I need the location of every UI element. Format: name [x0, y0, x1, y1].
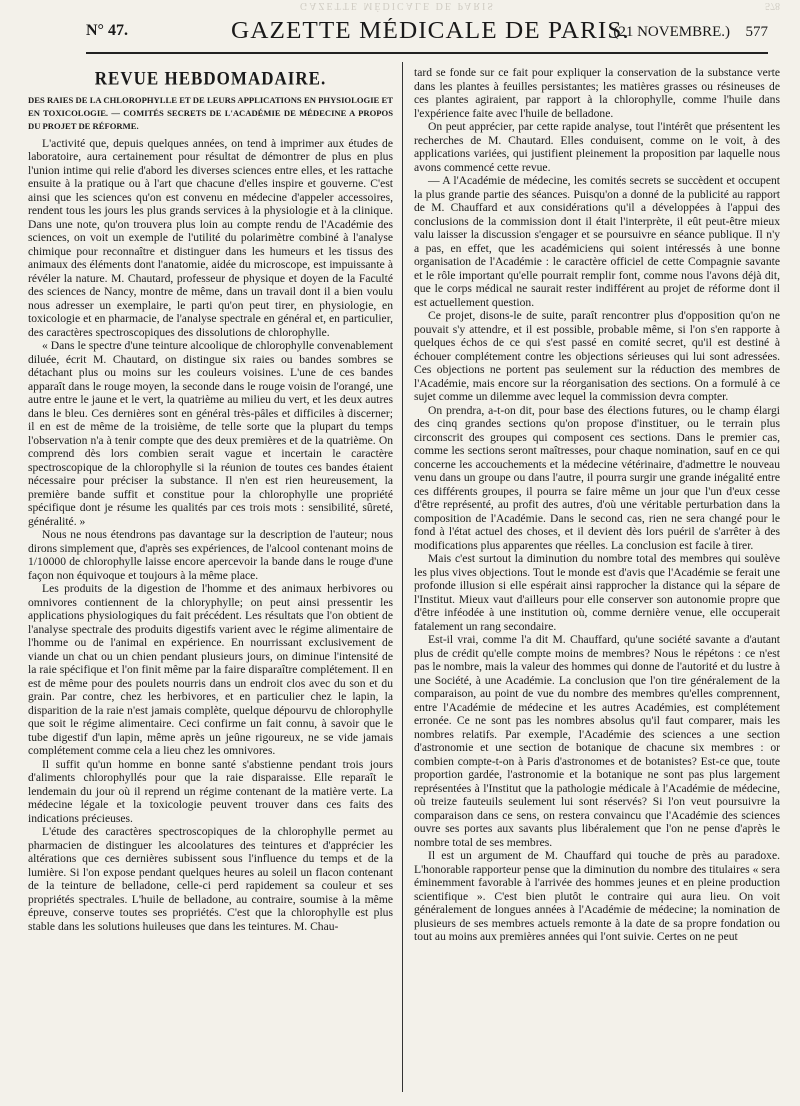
section-subtitle: DES RAIES DE LA CHLOROPHYLLE ET DE LEURS APPLICATIONS EN PHYSIOLOGIE ET EN TOXICOLOGIE. — COMITÉS SECRETS DE L'ACADÉMIE DE MÉDECINE A PROPOS DU PROJET DE RÉFORME. — [28, 94, 393, 131]
paragraph: On peut apprécier, par cette rapide analyse, tout l'intérêt que présentent les recherches de M. Chautard. Elles conduisent, comme on le voit, à des applications variées, qui justifient pleinement la proposition par laquelle nous avons commencé cette revue. — [414, 120, 780, 174]
paragraph: tard se fonde sur ce fait pour expliquer la conservation de la substance verte dans les plantes à feuilles persistantes; les matières grasses ou résineuses de ces plantes agiraient, par rapport à la chlorophylle, comme l'huile dans l'expérience faite avec l'huile de belladone. — [414, 66, 780, 120]
paragraph: L'étude des caractères spectroscopiques de la chlorophylle permet au pharmacien de distinguer les alcoolatures des teintures et d'apprécier les altérations que ces dernières subissent sous l'influence du temps et de la lumière. Si l'on expose pendant quelques heures au soleil un flacon contenant de la teinture de belladone, celle-ci perd rapidement sa couleur et ses propriétés spectrales. L'huile de belladone, au contraire, soumise à la même épreuve, conserve toutes ses propriétés. C'est que la chlorophylle est plus stable dans les solutions huileuses que dans les teintures. M. Chau- — [28, 825, 393, 933]
right-column — [414, 66, 780, 944]
paragraph: Il suffit qu'un homme en bonne santé s'abstienne pendant trois jours d'aliments chlorophyllés pour que la raie disparaisse. Elle reparaît le lendemain du jour où il reprend un régime contenant de la matière verte. La médecine légale et la toxicologie peuvent trouver dans ces faits des indications précieuses. — [28, 757, 393, 825]
issue-number: N° 47. — [86, 22, 128, 39]
paragraph: Nous ne nous étendrons pas davantage sur la description de l'auteur; nous dirons simplement que, d'après ses expériences, de l'alcool contenant moins de 1/10000 de chlorophylle laisse encore apercevoir la bande dans le rouge d'une façon non équivoque et toujours à la même place. — [28, 528, 393, 582]
paragraph: Est-il vrai, comme l'a dit M. Chauffard, qu'une société savante a d'autant plus de crédit qu'elle compte moins de membres? Nous le répétons : ce n'est pas le nombre, mais la valeur des hommes qui donne de l'autorité et du lustre à une Société, à une Académie. La conclusion que l'on tire généralement de la comparaison, au point de vue du nombre des membres qu'elles comprennent, entre l'Académie de médecine et les autres Académies, est complétement erronée. Ce ne sont pas les nombres absolus qu'il faut comparer, mais les nombres relatifs. Par exemple, l'Académie des sciences a une section d'astronomie et une section de botanique de chacune six membres : or combien compte-t-on à Paris d'astronomes et de botanistes? Est-ce que, toute proportion gardée, l'astronomie et la botanique ne sont pas plus largement représentées à l'Institut que la pathologie médicale à l'Académie de médecine, où treize fauteuils seulement lui sont réservés? Si l'on veut poursuivre la comparaison dans ce sens, on restera convaincu que l'Académie des sciences ouvre ses portes aux savants plus libéralement que l'on ne pense d'après le nombre total de ses membres. — [414, 633, 780, 849]
paragraph: L'activité que, depuis quelques années, on tend à imprimer aux études de laboratoire, aura certainement pour résultat de démontrer de plus en plus l'union intime qui relie d'abord les diverses sciences entre elles, et les rattache ensuite à la pratique ou à l'art que chacune d'elles inspire et gouverne. C'est ainsi que les sciences qu'on est convenu en médecine d'appeler accessoires, rendent tous les jours les plus grands services à la physiologie et à la clinique. Dans une note, qu'on trouvera plus loin au compte rendu de l'Académie des sciences, on voit un exemple de l'utilité du polarimètre combiné à l'analyse chimique pour reconnaître et distinguer dans les humeurs et les tissus des animaux des éléments dont l'anatomie, aidée du microscope, est impuissante à révéler la nature. M. Chautard, professeur de physique et doyen de la Faculté des sciences de Nancy, montre de même, dans un travail dont il a bien voulu nous adresser un exemplaire, le parti qu'on peut tirer, en physiologie, en toxicologie et en pharmacie, de l'analyse spectrale en général et, en particulier, des caractères spectroscopiques des dissolutions de chlorophylle. — [28, 136, 393, 339]
paragraph: Mais c'est surtout la diminution du nombre total des membres qui soulève les plus vives objections. Tout le monde est d'avis que l'Académie se ferait une profonde illusion si elle espérait ainsi rapprocher la distance qui la sépare de l'Institut. Mieux vaut d'ailleurs pour elle conserver son autonomie propre que d'être inféodée à une institution où, comme dernière venue, elle occuperait fatalement un rang secondaire. — [414, 552, 780, 633]
page-header — [86, 18, 768, 54]
paragraph: Les produits de la digestion de l'homme et des animaux herbivores ou omnivores contiennent de la chloryphylle; on peut ainsi pressentir les applications physiologiques du fait précédent. Les résultats que l'on obtient de l'analyse spectrale des produits digestifs varient avec le régime alimentaire de l'homme ou de l'animal en expérience. En nourrissant exclusivement de viande un chat ou un chien pendant plusieurs jours, on diminue l'intensité de la raie spécifique et l'on finit même par la faire disparaître complétement. Il en est de même pour des poulets nourris dans un endroit clos avec du son et du grain. Par contre, chez les herbivores, et en particulier chez le lapin, la disparition de la raie n'est jamais complète, quelque dépourvu de chlorophylle que soit le régime alimentaire. Ceci confirme un fait connu, à savoir que le tube digestif d'un lapin, même après un jeûne rigoureux, ne se vide jamais complétement comme cela a lieu chez les omnivores. — [28, 582, 393, 757]
issue-date: (21 NOVEMBRE.) — [613, 24, 730, 40]
journal-title: GAZETTE MÉDICALE DE PARIS. — [231, 18, 630, 44]
paragraph: Ce projet, disons-le de suite, paraît rencontrer plus d'opposition qu'on ne pouvait s'y attendre, et il est possible, probable même, si l'on s'en rapporte à quelques échos de ce qui s'est passé en comité secret, qu'il est destiné à échouer complétement contre les objections sérieuses qui lui sont adressées. Ces objections ne portent pas seulement sur la réduction des membres de l'Académie, mais encore sur la réorganisation des sections. On a formulé à ce sujet comme un dilemme avec lequel la commission devra compter. — [414, 309, 780, 403]
paragraph: « Dans le spectre d'une teinture alcoolique de chlorophylle convenablement diluée, écrit M. Chautard, on distingue six raies ou bandes sombres se détachant plus ou moins sur les couleurs voisines. L'une de ces bandes apparaît dans le rouge moyen, la seconde dans le rouge voisin de l'orangé, une autre entre le jaune et le vert, la quatrième au milieu du vert, et les deux autres dans le bleu. Ces dernières sont en général très-pâles et difficiles à discerner; il en est de même de la troisième, de telle sorte que la plupart du temps l'observation n'a à tenir compte que des deux premières et de la quatrième. On comprend dès lors combien serait vague et incertain le caractère spectroscopique de la chlorophylle si la réunion de toutes ces bandes étaient nécessaire pour préciser la substance. Il n'en est rien heureusement, la première bande suffit et constitue pour la chlorophylle une propriété spécifique dont je résume les qualités par ces trois mots : sensibilité, sûreté, généralité. » — [28, 339, 393, 528]
section-heading: REVUE HEBDOMADAIRE. — [94, 68, 327, 89]
bleed-through-title: GAZETTE MÉDICALE DE PARIS — [300, 0, 495, 11]
bleed-through-page: 578 — [765, 0, 780, 11]
left-column — [28, 66, 393, 933]
paragraph: On prendra, a-t-on dit, pour base des élections futures, ou le champ élargi des cinq grandes sections qu'on propose d'instituer, ou le terrain plus circonscrit des groupes qui composent ces sections. Dans le premier cas, comme les sections seront maîtresses, pour chaque nomination, sauf en ce qui concerne les accouchements et la médecine vétérinaire, d'admettre le nouveau venu dans un groupe ou dans l'autre, il pourra surgir une grande inégalité entre ces différents groupes, il pourra se faire même un jour que l'un d'eux cesse d'être représenté, au profit des autres, d'où une véritable perturbation dans la composition de l'Académie. Dans le second cas, rien ne sera changé pour le fond à l'état actuel des choses, et il devient dès lors puéril de s'arrêter à des modifications plus apparentes que réelles. La conclusion est facile à tirer. — [414, 403, 780, 552]
column-divider — [402, 62, 403, 1092]
paragraph: Il est un argument de M. Chauffard qui touche de près au paradoxe. L'honorable rapporteur pense que la diminution du nombre des titulaires « sera éminemment favorable à l'arrivée des hommes jeunes et en pleine production scientifique ». C'est bien plutôt le contraire qui aura lieu. On voit généralement de longues années à l'Académie de médecine; la nomination de plusieurs de ses membres actuels remonte à la date de sa propre fondation ou tout au moins aux premières années qui l'ont suivie. Certes on ne peut — [414, 849, 780, 943]
paragraph: — A l'Académie de médecine, les comités secrets se succèdent et occupent la plus grande partie des séances. Puisqu'on a donné de la publicité au rapport de M. Chauffard et aux considérations qu'il a développées à l'appui des conclusions de la commission dont il était l'interprète, il eût peut-être mieux valu laisser la discussion s'engager et se poursuivre en séance publique. Il n'y a pas, en effet, que les académiciens qui soient intéressés à une bonne organisation de l'Académie : le caractère officiel de cette Compagnie savante et le rôle important qu'elle pourrait remplir font, comme nous l'avons déjà dit, que le corps médical ne saurait rester indifférent au projet de réforme dont il est actuellement question. — [414, 174, 780, 309]
page-number: 577 — [745, 24, 768, 40]
